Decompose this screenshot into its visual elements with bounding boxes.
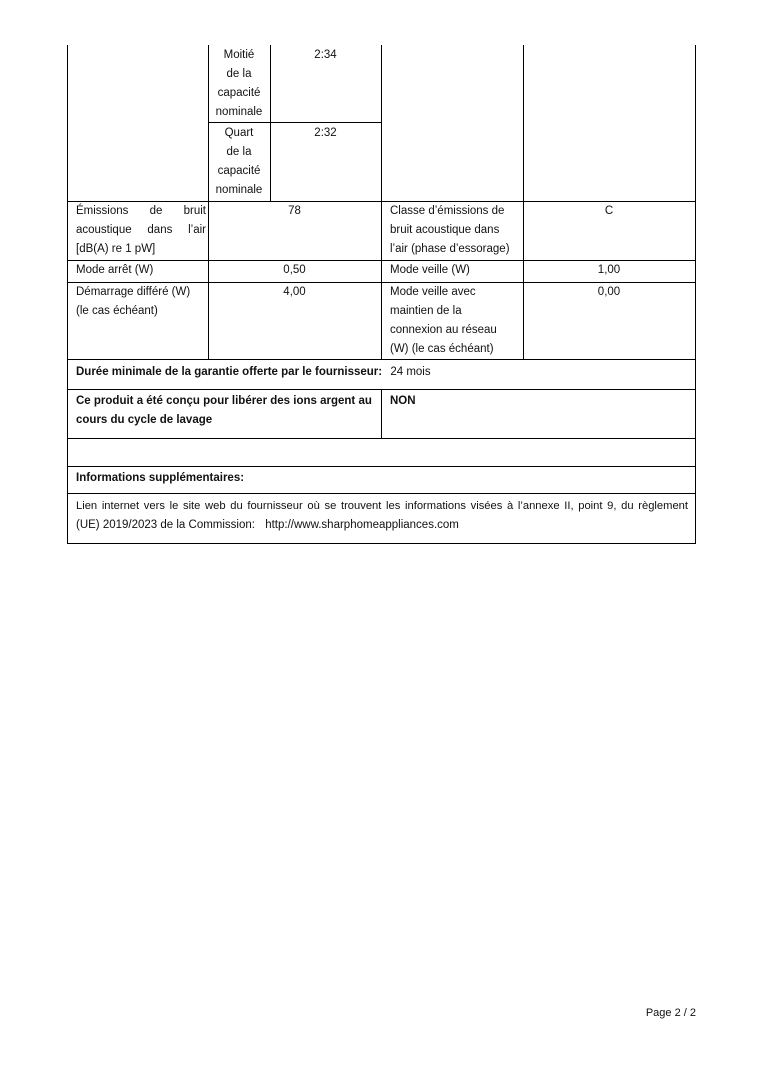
label-line: [dB(A) re 1 pW]	[76, 243, 156, 255]
label-line: de la	[226, 146, 252, 158]
mode-arret-value: 0,50	[283, 264, 306, 276]
moitie-label	[208, 46, 270, 122]
label-line: capacité	[217, 87, 261, 99]
demarrage-label	[76, 283, 206, 321]
label-line: Classe d’émissions de	[390, 205, 505, 217]
label-line: Émissions de bruit	[76, 205, 206, 217]
column-divider	[381, 389, 382, 438]
label-line: nominale	[215, 106, 263, 118]
emission-class-value: C	[604, 205, 614, 217]
row-divider	[67, 359, 696, 360]
row-divider	[67, 438, 696, 439]
label-line: Moitié	[223, 49, 255, 61]
veille-reseau-label	[390, 283, 522, 359]
label-line: Ce produit a été conçu pour libérer des ions argent au	[76, 395, 372, 407]
mode-arret-label: Mode arrêt (W)	[76, 264, 154, 276]
emission-class-label	[390, 202, 522, 259]
label-line: (W) (le cas échéant)	[390, 343, 494, 355]
label-line: cours du cycle de lavage	[76, 414, 213, 426]
label-line: Quart	[224, 127, 254, 139]
row-divider	[67, 389, 696, 390]
supplier-link[interactable]: http://www.sharphomeappliances.com	[265, 519, 459, 531]
quart-label	[208, 124, 270, 200]
column-divider	[270, 45, 271, 201]
ions-value: NON	[390, 395, 416, 407]
emissions-label	[76, 202, 206, 259]
garantie-row	[76, 363, 691, 382]
mode-veille-value: 1,00	[597, 264, 621, 276]
label-line: acoustique dans l’air	[76, 224, 206, 236]
page-number: Page 2 / 2	[645, 1007, 696, 1019]
table-border-bottom	[67, 543, 696, 544]
label-line: nominale	[215, 184, 263, 196]
demarrage-value: 4,00	[283, 286, 306, 298]
info-line	[76, 516, 688, 535]
garantie-value: 24 mois	[390, 366, 431, 378]
label-line: maintien de la	[390, 305, 462, 317]
row-divider	[67, 466, 696, 467]
veille-reseau-value: 0,00	[597, 286, 621, 298]
garantie-label: Durée minimale de la garantie offerte par le fournisseur:	[76, 366, 383, 378]
row-divider	[208, 122, 382, 123]
quart-value: 2:32	[314, 127, 337, 139]
info-line-text: (UE) 2019/2023 de la Commission:	[76, 519, 255, 531]
row-divider	[67, 493, 696, 494]
info-heading: Informations supplémentaires:	[76, 472, 245, 484]
mode-veille-label: Mode veille (W)	[390, 264, 470, 276]
label-line: (le cas échéant)	[76, 305, 158, 317]
label-line: connexion au réseau	[390, 324, 497, 336]
label-line: bruit acoustique dans	[390, 224, 500, 236]
table-border-right	[695, 45, 696, 544]
table-border-left	[67, 45, 68, 544]
label-line: de la	[226, 68, 252, 80]
info-line: Lien internet vers le site web du fournisseur où se trouvent les informations visées à l’annexe II, point 9, du règlement	[76, 500, 688, 512]
label-line: l’air (phase d’essorage)	[390, 243, 510, 255]
info-text	[76, 497, 688, 535]
label-line: Démarrage différé (W)	[76, 286, 191, 298]
column-divider	[381, 45, 382, 359]
emissions-value: 78	[288, 205, 301, 217]
label-line: Mode veille avec	[390, 286, 476, 298]
moitie-value: 2:34	[314, 49, 337, 61]
ions-label	[76, 392, 378, 430]
label-line: capacité	[217, 165, 261, 177]
